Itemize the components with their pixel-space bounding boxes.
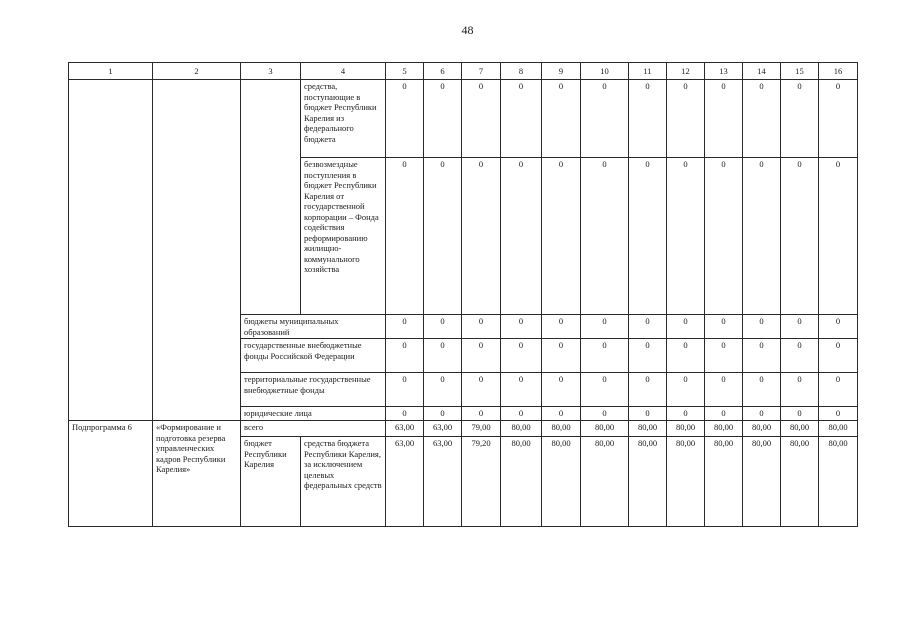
value-cell: 0 [667, 373, 705, 407]
value-cell: 0 [819, 407, 858, 421]
column-header: 13 [705, 63, 743, 80]
budget-table [68, 62, 858, 527]
value-cell: 0 [542, 373, 581, 407]
value-cell: 0 [667, 315, 705, 339]
value-cell: 0 [629, 315, 667, 339]
value-cell: 0 [781, 373, 819, 407]
value-cell: 0 [781, 158, 819, 315]
value-cell: 80,00 [819, 421, 858, 437]
value-cell: 63,00 [386, 421, 424, 437]
value-cell: 63,00 [386, 437, 424, 527]
value-cell: 0 [581, 158, 629, 315]
value-cell: 0 [667, 407, 705, 421]
value-cell: 80,00 [542, 437, 581, 527]
value-cell: 0 [743, 373, 781, 407]
value-cell: 0 [386, 407, 424, 421]
value-cell: 0 [705, 339, 743, 373]
value-cell: 80,00 [819, 437, 858, 527]
funding-source-label: государственные внебюджетные фонды Российской Федерации [241, 339, 386, 373]
empty-cell [153, 80, 241, 421]
value-cell: 0 [629, 339, 667, 373]
funding-source-label: юридические лица [241, 407, 386, 421]
value-cell: 0 [705, 80, 743, 158]
value-cell: 0 [581, 373, 629, 407]
value-cell: 80,00 [629, 437, 667, 527]
column-header: 12 [667, 63, 705, 80]
value-cell: 0 [501, 80, 542, 158]
value-cell: 0 [581, 315, 629, 339]
column-header: 3 [241, 63, 301, 80]
value-cell: 0 [542, 407, 581, 421]
value-cell: 0 [501, 158, 542, 315]
value-cell: 0 [424, 158, 462, 315]
value-cell: 0 [501, 407, 542, 421]
value-cell: 0 [581, 339, 629, 373]
value-cell: 0 [542, 158, 581, 315]
value-cell: 0 [462, 158, 501, 315]
empty-cell [241, 80, 301, 315]
value-cell: 80,00 [581, 421, 629, 437]
value-cell: 0 [424, 373, 462, 407]
value-cell: 0 [542, 339, 581, 373]
value-cell: 0 [462, 315, 501, 339]
value-cell: 0 [542, 315, 581, 339]
value-cell: 0 [501, 373, 542, 407]
column-header: 15 [781, 63, 819, 80]
value-cell: 0 [743, 407, 781, 421]
value-cell: 80,00 [581, 437, 629, 527]
value-cell: 0 [743, 158, 781, 315]
column-header: 11 [629, 63, 667, 80]
funding-source-label: безвозмездные поступления в бюджет Республики Карелия от государственной корпорации – Фонда содействия реформированию жилищно-коммунального хозяйства [301, 158, 386, 315]
value-cell: 0 [629, 407, 667, 421]
funding-source-label: средства, поступающие в бюджет Республики Карелия из федерального бюджета [301, 80, 386, 158]
subprogram-name: «Формирование и подготовка резерва управленческих кадров Республики Карелия» [153, 421, 241, 527]
value-cell: 0 [501, 339, 542, 373]
column-header: 8 [501, 63, 542, 80]
value-cell: 0 [629, 80, 667, 158]
value-cell: 0 [819, 315, 858, 339]
value-cell: 80,00 [501, 437, 542, 527]
value-cell: 0 [386, 158, 424, 315]
table-row [69, 80, 858, 158]
value-cell: 0 [386, 315, 424, 339]
column-header: 9 [542, 63, 581, 80]
column-header: 14 [743, 63, 781, 80]
value-cell: 0 [705, 373, 743, 407]
value-cell: 80,00 [667, 437, 705, 527]
column-header: 5 [386, 63, 424, 80]
value-cell: 0 [781, 407, 819, 421]
column-header: 16 [819, 63, 858, 80]
value-cell: 0 [424, 407, 462, 421]
value-cell: 80,00 [743, 437, 781, 527]
value-cell: 0 [386, 80, 424, 158]
value-cell: 80,00 [629, 421, 667, 437]
column-header: 4 [301, 63, 386, 80]
value-cell: 80,00 [667, 421, 705, 437]
funding-source-label: средства бюджета Республики Карелия, за исключением целевых федеральных средств [301, 437, 386, 527]
value-cell: 0 [462, 80, 501, 158]
value-cell: 0 [581, 80, 629, 158]
value-cell: 80,00 [705, 421, 743, 437]
subprogram-code: Подпрограмма 6 [69, 421, 153, 527]
value-cell: 0 [667, 339, 705, 373]
value-cell: 0 [705, 407, 743, 421]
value-cell: 0 [629, 373, 667, 407]
header-row [69, 63, 858, 80]
column-header: 7 [462, 63, 501, 80]
value-cell: 80,00 [743, 421, 781, 437]
value-cell: 0 [781, 80, 819, 158]
value-cell: 0 [424, 315, 462, 339]
value-cell: 0 [424, 339, 462, 373]
value-cell: 63,00 [424, 421, 462, 437]
value-cell: 0 [581, 407, 629, 421]
value-cell: 0 [629, 158, 667, 315]
page-number: 48 [461, 23, 474, 37]
value-cell: 0 [743, 80, 781, 158]
value-cell: 0 [667, 80, 705, 158]
column-header: 10 [581, 63, 629, 80]
value-cell: 63,00 [424, 437, 462, 527]
total-label: всего [241, 421, 386, 437]
value-cell: 80,00 [542, 421, 581, 437]
value-cell: 0 [705, 315, 743, 339]
value-cell: 0 [667, 158, 705, 315]
value-cell: 80,00 [781, 421, 819, 437]
funding-source-label: бюджеты муниципальных образований [241, 315, 386, 339]
value-cell: 0 [819, 158, 858, 315]
value-cell: 0 [819, 339, 858, 373]
value-cell: 0 [462, 339, 501, 373]
value-cell: 0 [424, 80, 462, 158]
column-header: 2 [153, 63, 241, 80]
value-cell: 0 [462, 407, 501, 421]
value-cell: 0 [386, 373, 424, 407]
value-cell: 79,20 [462, 437, 501, 527]
value-cell: 80,00 [781, 437, 819, 527]
value-cell: 0 [743, 315, 781, 339]
value-cell: 80,00 [501, 421, 542, 437]
value-cell: 0 [743, 339, 781, 373]
value-cell: 0 [819, 80, 858, 158]
value-cell: 0 [462, 373, 501, 407]
column-header: 6 [424, 63, 462, 80]
value-cell: 79,00 [462, 421, 501, 437]
empty-cell [69, 80, 153, 421]
value-cell: 0 [542, 80, 581, 158]
column-header: 1 [69, 63, 153, 80]
funding-source-label: территориальные государственные внебюджетные фонды [241, 373, 386, 407]
budget-label: бюджет Республики Карелия [241, 437, 301, 527]
value-cell: 0 [781, 315, 819, 339]
value-cell: 0 [501, 315, 542, 339]
value-cell: 0 [386, 339, 424, 373]
value-cell: 0 [819, 373, 858, 407]
value-cell: 80,00 [705, 437, 743, 527]
table-row [69, 421, 858, 437]
value-cell: 0 [705, 158, 743, 315]
value-cell: 0 [781, 339, 819, 373]
